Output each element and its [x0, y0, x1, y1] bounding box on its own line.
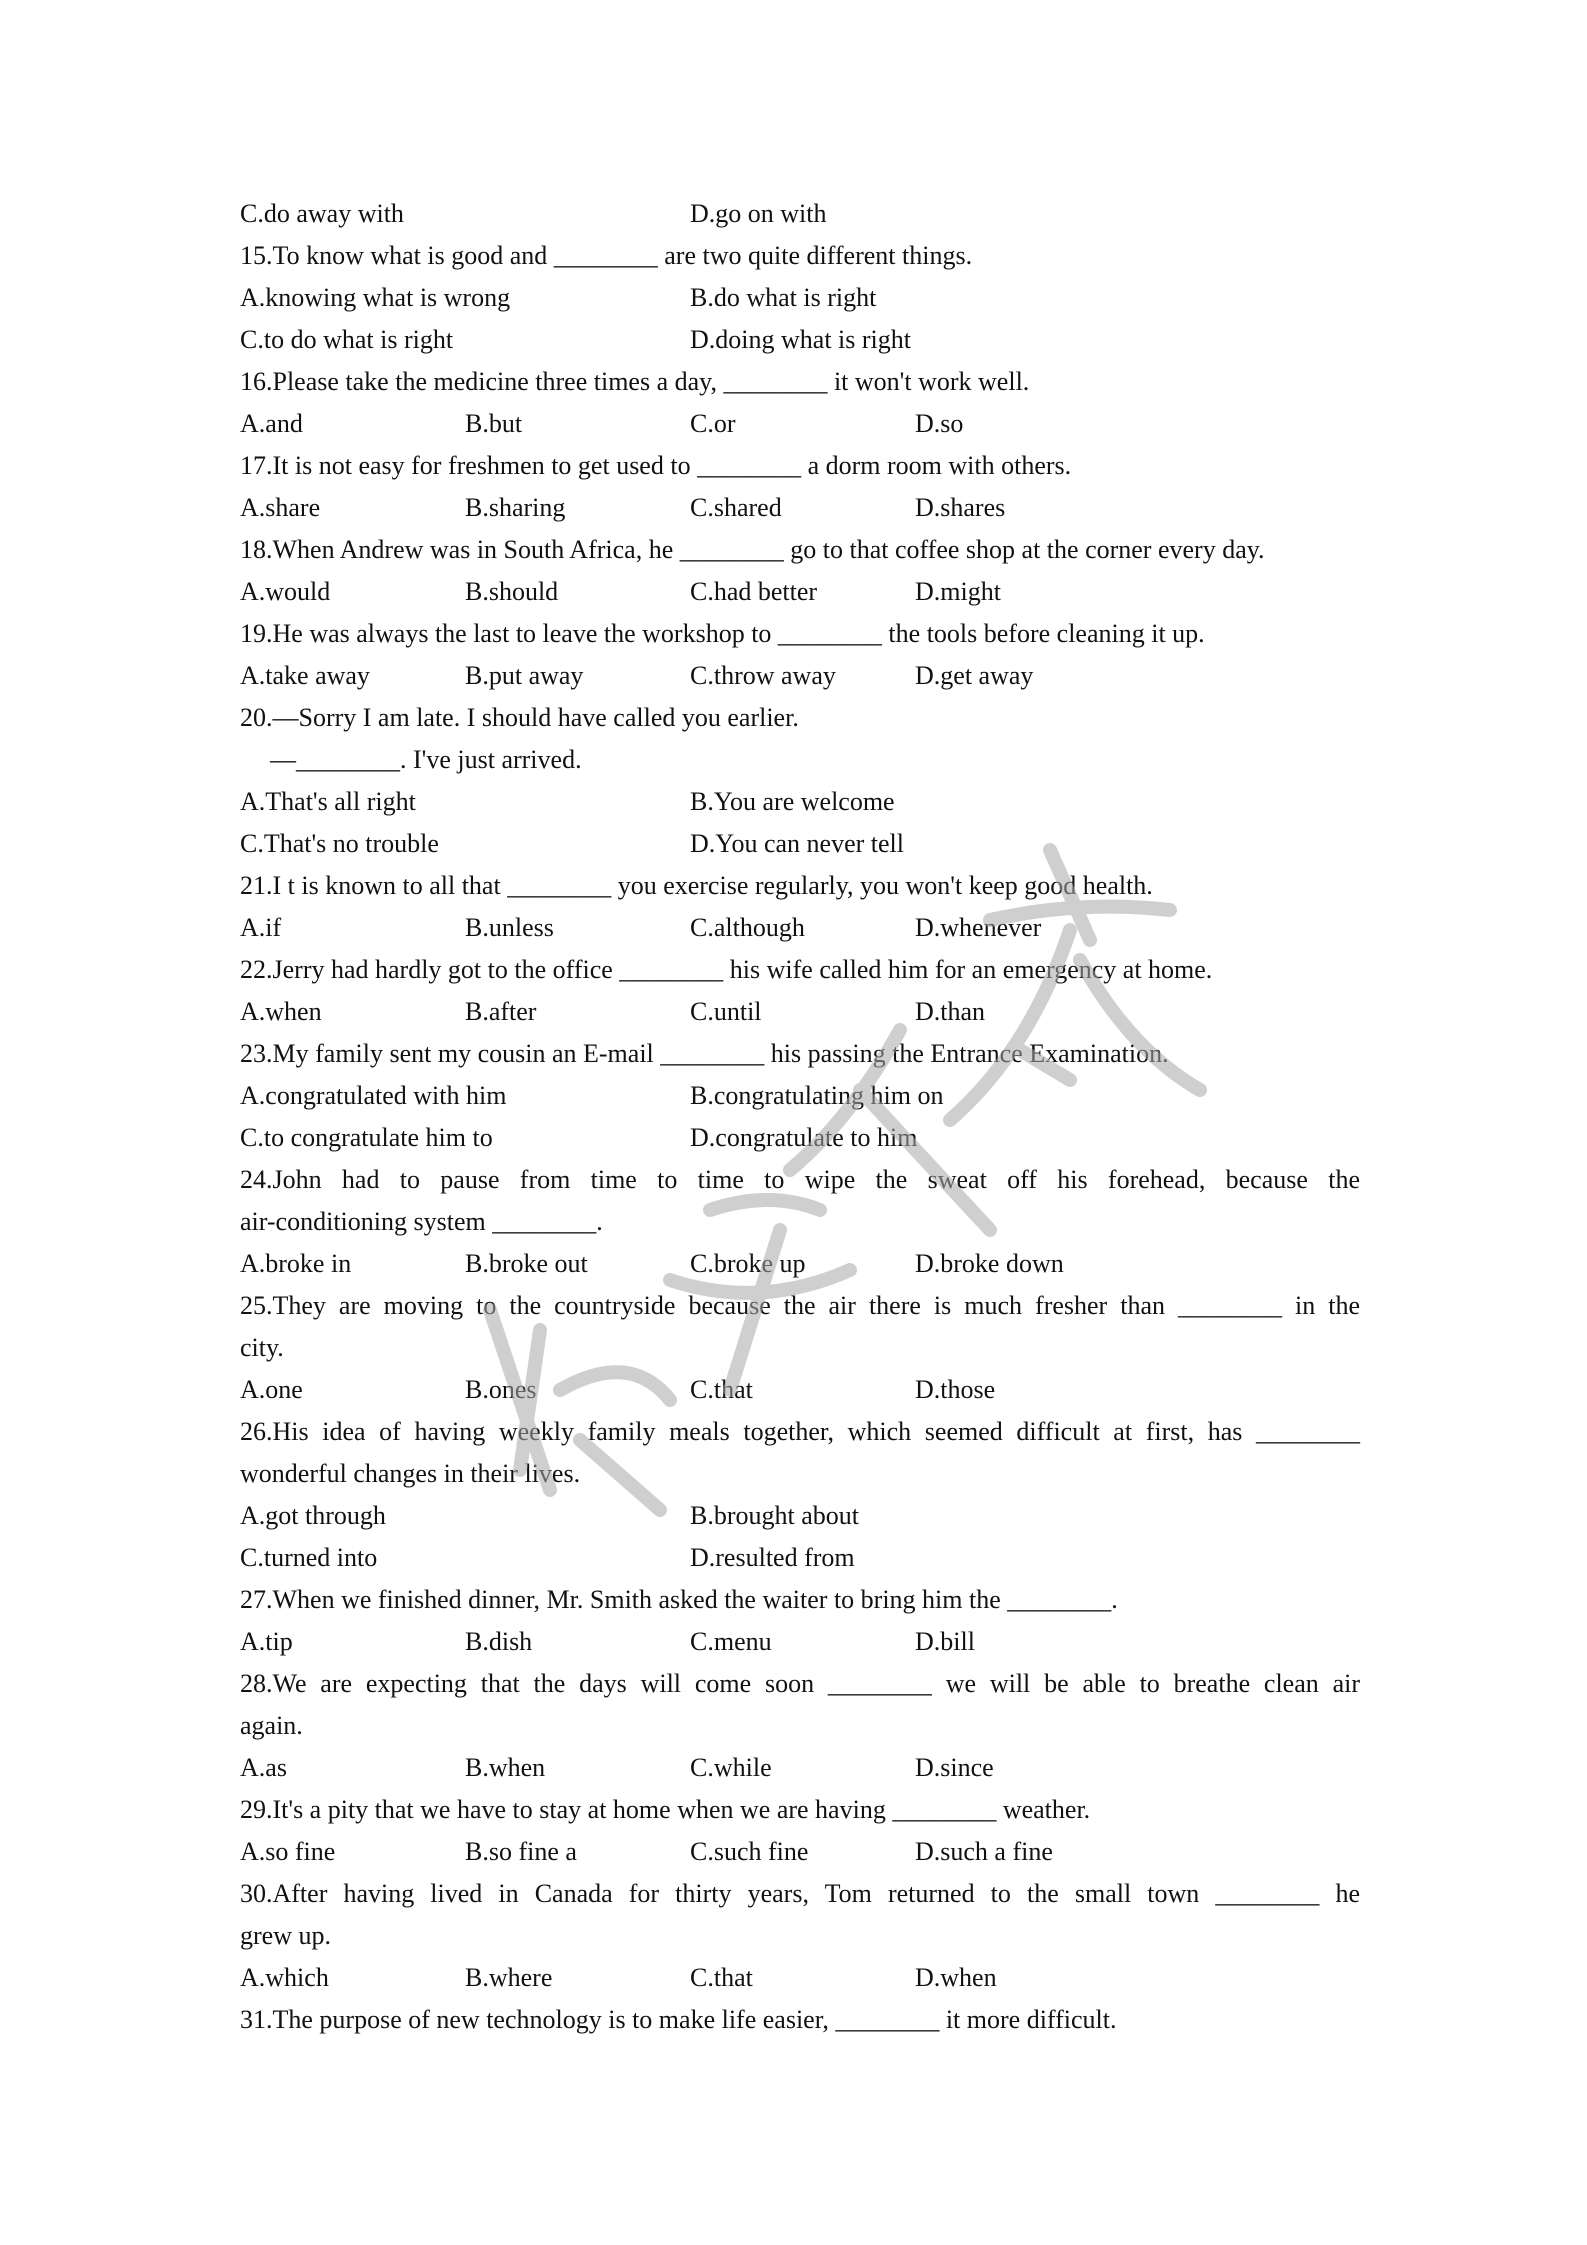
answer-option: C.or: [690, 409, 736, 438]
option-row: [240, 823, 1360, 865]
option-row: [240, 277, 1360, 319]
question-text: 20.—Sorry I am late. I should have called you earlier.: [240, 703, 799, 732]
option-row: [240, 655, 1360, 697]
answer-option: A.which: [240, 1963, 329, 1992]
question-text: wonderful changes in their lives.: [240, 1459, 581, 1488]
answer-option: D.doing what is right: [690, 325, 911, 354]
answer-option: A.knowing what is wrong: [240, 283, 511, 312]
question-list: [240, 193, 1360, 2041]
answer-option: A.That's all right: [240, 787, 416, 816]
answer-option: A.when: [240, 997, 322, 1026]
answer-option: C.until: [690, 997, 762, 1026]
answer-option: C.turned into: [240, 1543, 378, 1572]
answer-option: B.unless: [465, 913, 554, 942]
question-text: 16.Please take the medicine three times a day, ________ it won't work well.: [240, 367, 1030, 396]
question-text: 28.We are expecting that the days will come soon ________ we will be able to breathe clean air: [240, 1669, 1360, 1698]
question-text: 22.Jerry had hardly got to the office ________ his wife called him for an emergency at home.: [240, 955, 1213, 984]
answer-option: D.go on with: [690, 199, 827, 228]
answer-option: D.those: [915, 1375, 996, 1404]
answer-option: B.broke out: [465, 1249, 588, 1278]
answer-option: B.brought about: [690, 1501, 859, 1530]
question-text: grew up.: [240, 1921, 331, 1950]
answer-option: A.one: [240, 1375, 303, 1404]
option-row: [240, 781, 1360, 823]
question-text: 24.John had to pause from time to time to wipe the sweat off his forehead, because the: [240, 1165, 1360, 1194]
answer-option: C.had better: [690, 577, 818, 606]
question-text: 25.They are moving to the countryside because the air there is much fresher than ________ in the: [240, 1291, 1360, 1320]
answer-option: C.to do what is right: [240, 325, 454, 354]
answer-option: C.throw away: [690, 661, 836, 690]
answer-option: B.ones: [465, 1375, 537, 1404]
answer-option: B.after: [465, 997, 537, 1026]
answer-option: C.broke up: [690, 1249, 806, 1278]
question-text: 21.I t is known to all that ________ you exercise regularly, you won't keep good health.: [240, 871, 1153, 900]
answer-option: A.tip: [240, 1627, 293, 1656]
answer-option: B.should: [465, 577, 559, 606]
option-row: [240, 319, 1360, 361]
answer-option: C.shared: [690, 493, 782, 522]
question-text: 23.My family sent my cousin an E-mail ________ his passing the Entrance Examination.: [240, 1039, 1169, 1068]
question-text: air-conditioning system ________.: [240, 1207, 603, 1236]
answer-option: D.so: [915, 409, 964, 438]
answer-option: A.congratulated with him: [240, 1081, 507, 1110]
option-row: [240, 991, 1360, 1033]
option-row: [240, 1369, 1360, 1411]
answer-option: A.so fine: [240, 1837, 336, 1866]
answer-option: D.might: [915, 577, 1001, 606]
question-text: city.: [240, 1333, 284, 1362]
option-row: [240, 1621, 1360, 1663]
question-text: 27.When we finished dinner, Mr. Smith asked the waiter to bring him the ________.: [240, 1585, 1118, 1614]
option-row: [240, 1117, 1360, 1159]
option-row: [240, 1075, 1360, 1117]
question-text: 26.His idea of having weekly family meals together, which seemed difficult at first, has ________: [240, 1417, 1360, 1446]
answer-option: B.congratulating him on: [690, 1081, 944, 1110]
question-text: 18.When Andrew was in South Africa, he ________ go to that coffee shop at the corner every day.: [240, 535, 1265, 564]
option-row: [240, 1831, 1360, 1873]
answer-option: A.as: [240, 1753, 287, 1782]
question-text: 19.He was always the last to leave the workshop to ________ the tools before cleaning it up.: [240, 619, 1205, 648]
answer-option: C.while: [690, 1753, 772, 1782]
answer-option: A.would: [240, 577, 331, 606]
option-row: [240, 487, 1360, 529]
answer-option: B.when: [465, 1753, 546, 1782]
answer-option: B.do what is right: [690, 283, 877, 312]
answer-option: A.take away: [240, 661, 370, 690]
answer-option: C.That's no trouble: [240, 829, 439, 858]
answer-option: B.where: [465, 1963, 553, 1992]
option-row: [240, 403, 1360, 445]
question-text: 30.After having lived in Canada for thirty years, Tom returned to the small town ________ he: [240, 1879, 1360, 1908]
answer-option: D.bill: [915, 1627, 975, 1656]
option-row: [240, 571, 1360, 613]
answer-option: D.than: [915, 997, 986, 1026]
answer-option: C.to congratulate him to: [240, 1123, 493, 1152]
answer-option: D.congratulate to him: [690, 1123, 918, 1152]
answer-option: C.although: [690, 913, 805, 942]
question-text: 31.The purpose of new technology is to make life easier, ________ it more difficult.: [240, 2005, 1117, 2034]
answer-option: D.such a fine: [915, 1837, 1053, 1866]
question-text: 29.It's a pity that we have to stay at home when we are having ________ weather.: [240, 1795, 1091, 1824]
answer-option: B.so fine a: [465, 1837, 577, 1866]
option-row: [240, 1747, 1360, 1789]
answer-option: C.menu: [690, 1627, 772, 1656]
answer-option: D.You can never tell: [690, 829, 904, 858]
option-row: [240, 1537, 1360, 1579]
answer-option: C.that: [690, 1963, 753, 1992]
answer-option: D.when: [915, 1963, 997, 1992]
answer-option: B.You are welcome: [690, 787, 895, 816]
answer-option: A.and: [240, 409, 303, 438]
question-text: 15.To know what is good and ________ are two quite different things.: [240, 241, 973, 270]
answer-option: A.broke in: [240, 1249, 352, 1278]
question-text: —________. I've just arrived.: [270, 745, 582, 774]
answer-option: A.share: [240, 493, 321, 522]
answer-option: D.whenever: [915, 913, 1042, 942]
answer-option: D.get away: [915, 661, 1034, 690]
answer-option: A.got through: [240, 1501, 386, 1530]
answer-option: D.since: [915, 1753, 994, 1782]
answer-option: B.dish: [465, 1627, 533, 1656]
answer-option: D.shares: [915, 493, 1006, 522]
answer-option: D.broke down: [915, 1249, 1064, 1278]
option-row: [240, 1243, 1360, 1285]
option-row: [240, 193, 1360, 235]
answer-option: D.resulted from: [690, 1543, 855, 1572]
question-text: 17.It is not easy for freshmen to get used to ________ a dorm room with others.: [240, 451, 1072, 480]
answer-option: C.do away with: [240, 199, 404, 228]
option-row: [240, 1495, 1360, 1537]
question-text: again.: [240, 1711, 303, 1740]
option-row: [240, 1957, 1360, 1999]
answer-option: B.but: [465, 409, 523, 438]
answer-option: B.sharing: [465, 493, 566, 522]
option-row: [240, 907, 1360, 949]
answer-option: A.if: [240, 913, 282, 942]
answer-option: C.that: [690, 1375, 753, 1404]
answer-option: B.put away: [465, 661, 584, 690]
answer-option: C.such fine: [690, 1837, 809, 1866]
